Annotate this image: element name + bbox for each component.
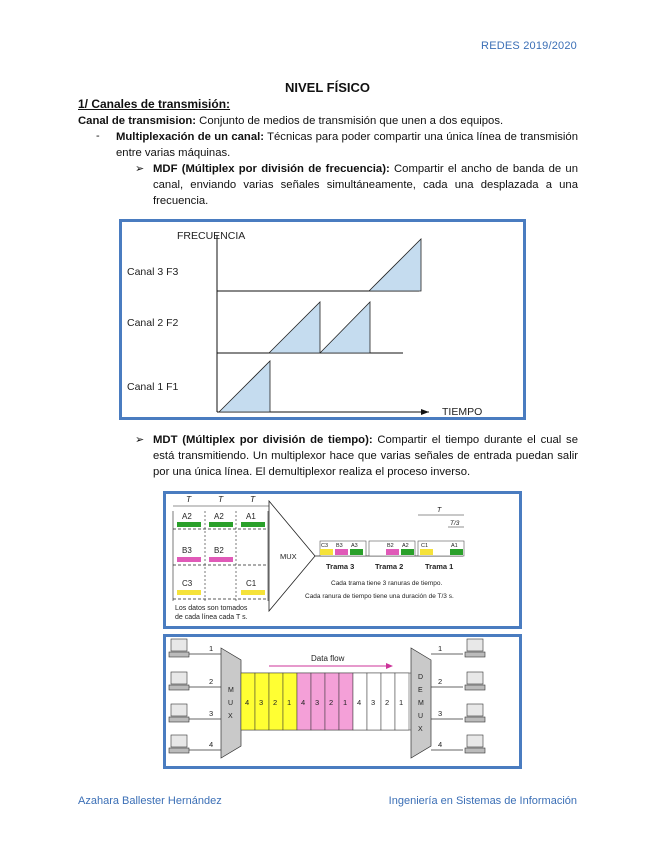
demux-letter: D	[418, 674, 424, 681]
demux-letter: X	[418, 726, 423, 733]
right-port-1: 1	[438, 644, 443, 653]
slot-number: 2	[329, 698, 334, 707]
frame3-b3: B3	[336, 543, 343, 549]
time-label: TIEMPO	[442, 406, 483, 418]
fdm-frame	[121, 221, 525, 419]
page-title: NIVEL FÍSICO	[285, 80, 370, 95]
period-label-2: T	[218, 494, 224, 504]
mdt-text: Compartir el tiempo durante el cual se está transmitiendo. Un multiplexor hace que varias señales de entrada puedan salir por una única línea. El demultiplexor realiza el proceso inverso.	[153, 434, 578, 478]
slot-number: 1	[399, 698, 404, 707]
right-port-3: 3	[438, 709, 443, 718]
fdm-diagram	[119, 219, 526, 420]
computer-icon	[171, 672, 187, 684]
frame2-a2-fill	[401, 549, 414, 555]
mdt-paragraph	[153, 432, 578, 480]
slot-number: 3	[315, 698, 320, 707]
tdm-caption-1: Cada trama tiene 3 ranuras de tiempo.	[331, 580, 443, 587]
frame3-c3: C3	[321, 543, 329, 549]
computer-icon	[171, 639, 187, 651]
t-label: T	[437, 507, 442, 514]
slot-number: 3	[371, 698, 376, 707]
computer-base	[465, 748, 485, 753]
left-port-3: 3	[209, 709, 214, 718]
frame1-c1: C1	[421, 543, 429, 549]
green-bar-3	[241, 522, 265, 527]
frame2-b2: B2	[387, 543, 394, 549]
frame2-a2: A2	[402, 543, 409, 549]
left-port-1: 1	[209, 644, 214, 653]
period-label-1: T	[186, 494, 192, 504]
channel-2-label: Canal 2 F2	[127, 317, 179, 329]
mux-letter: X	[228, 713, 233, 720]
frame-1-label: Trama 1	[425, 562, 454, 571]
dash-bullet: -	[96, 130, 100, 142]
slot-b2: B2	[214, 546, 224, 555]
green-bar-2	[209, 522, 233, 527]
demux-letter: U	[418, 713, 424, 720]
frame2-b2-fill	[386, 549, 399, 555]
computer-icon	[171, 704, 187, 716]
canal-term: Canal de transmision:	[78, 115, 197, 127]
section-heading: 1/ Canales de transmisión:	[78, 97, 231, 111]
channel-1-label: Canal 1 F1	[127, 381, 179, 393]
channel-3-label: Canal 3 F3	[127, 266, 179, 278]
yellow-bar-2	[241, 590, 265, 595]
mux-letter: M	[228, 687, 234, 694]
note-line-1: Los datos son tomados	[175, 605, 248, 612]
t3-label: T/3	[450, 520, 460, 527]
data-flow-diagram	[163, 634, 522, 769]
frequency-label: FRECUENCIA	[177, 230, 246, 242]
mdt-term: MDT (Múltiplex por división de tiempo):	[153, 434, 373, 446]
frame1-a1-fill	[450, 549, 463, 555]
frame-3-label: Trama 3	[326, 562, 355, 571]
frame3-b3-fill	[335, 549, 348, 555]
slot-number: 4	[301, 698, 306, 707]
computer-base	[169, 717, 189, 722]
multiplexacion-text: Técnicas para poder compartir una única línea de transmisión entre varias máquinas.	[116, 131, 578, 159]
slot-number: 4	[357, 698, 362, 707]
computer-base	[465, 652, 485, 657]
footer-degree: Ingeniería en Sistemas de Información	[388, 795, 577, 807]
computer-icon	[467, 735, 483, 747]
mdf-term: MDF (Múltiplex por división de frecuencia):	[153, 163, 390, 175]
arrow-bullet: ➢	[135, 163, 145, 175]
frame1-c1-fill	[420, 549, 433, 555]
period-label-3: T	[250, 494, 256, 504]
canal-paragraph	[78, 113, 578, 129]
slot-b3: B3	[182, 546, 192, 555]
frame-2-label: Trama 2	[375, 562, 404, 571]
frame3-c3-fill	[320, 549, 333, 555]
mux-label: MUX	[280, 552, 297, 561]
slot-number: 1	[287, 698, 292, 707]
arrow-bullet: ➢	[135, 434, 145, 446]
frame3-a3: A3	[351, 543, 358, 549]
tdm-caption-2: Cada ranura de tiempo tiene una duración de T/3 s.	[305, 593, 454, 600]
computer-icon	[467, 639, 483, 651]
slot-number: 2	[273, 698, 278, 707]
right-port-2: 2	[438, 677, 443, 686]
slot-number: 3	[259, 698, 264, 707]
slot-number: 2	[385, 698, 390, 707]
computer-base	[465, 717, 485, 722]
slot-c1: C1	[246, 579, 257, 588]
computer-base	[465, 685, 485, 690]
header-course: REDES 2019/2020	[481, 40, 577, 52]
right-port-4: 4	[438, 740, 443, 749]
demux-letter: M	[418, 700, 424, 707]
mdf-text: Compartir el ancho de banda de un canal, enviando varias señales simultáneamente, cada una desplazada a una frecuencia.	[153, 163, 578, 207]
left-port-2: 2	[209, 677, 214, 686]
multiplexacion-term: Multiplexación de un canal:	[116, 131, 265, 143]
slot-c3: C3	[182, 579, 193, 588]
frame3-a3-fill	[350, 549, 363, 555]
computer-base	[169, 685, 189, 690]
frame1-a1: A1	[451, 543, 458, 549]
yellow-bar-1	[177, 590, 201, 595]
computer-icon	[467, 704, 483, 716]
tdm-diagram	[163, 491, 522, 629]
slot-number: 1	[343, 698, 348, 707]
demux-letter: E	[418, 687, 423, 694]
pink-bar-2	[209, 557, 233, 562]
slot-a2-2: A2	[214, 512, 224, 521]
computer-icon	[171, 735, 187, 747]
computer-base	[169, 748, 189, 753]
pink-bar-1	[177, 557, 201, 562]
slot-a2-1: A2	[182, 512, 192, 521]
mux-letter: U	[228, 700, 234, 707]
left-port-4: 4	[209, 740, 214, 749]
footer-author: Azahara Ballester Hernández	[78, 795, 222, 807]
multiplexacion-paragraph	[116, 129, 578, 161]
green-bar-1	[177, 522, 201, 527]
data-flow-label: Data flow	[311, 654, 345, 663]
slot-number: 4	[245, 698, 250, 707]
slot-a1: A1	[246, 512, 256, 521]
computer-base	[169, 652, 189, 657]
canal-text: Conjunto de medios de transmisión que unen a dos equipos.	[196, 115, 504, 127]
mdf-paragraph	[153, 161, 578, 209]
note-line-2: de cada línea cada T s.	[175, 614, 248, 621]
computer-icon	[467, 672, 483, 684]
